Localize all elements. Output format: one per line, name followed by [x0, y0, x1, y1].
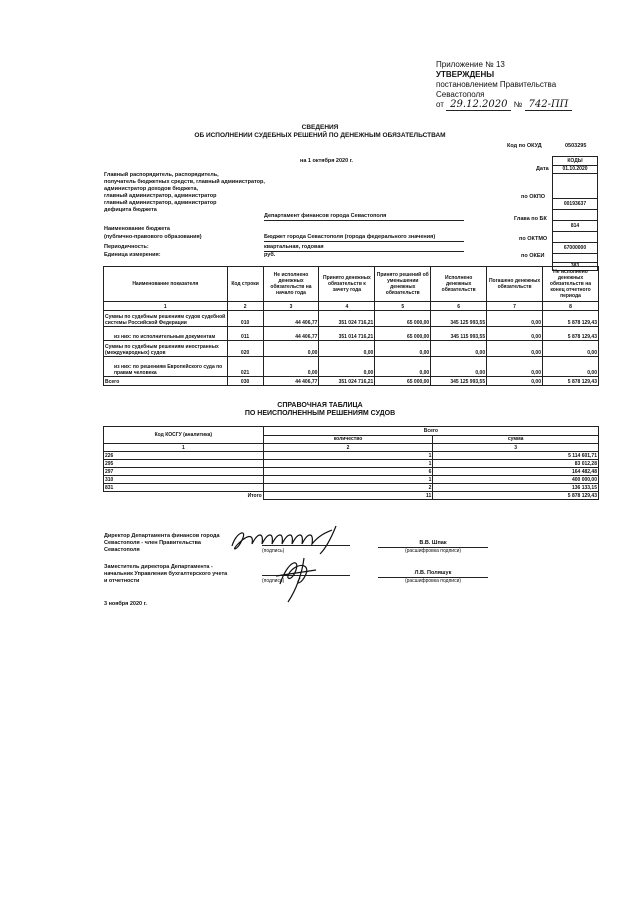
okei-label: по ОКЕИ	[521, 253, 545, 259]
okud-label: Код по ОКУД	[507, 143, 542, 149]
table-row-total: Всего 030 44 406,77 351 024 716,21 65 000,00 345 125 993,55 0,00 5 878 129,43	[104, 377, 599, 386]
signer1-name: В.В. Шпак	[378, 540, 488, 548]
main-table-wrap	[103, 266, 599, 386]
table-row: 310 1 400 000,00	[105, 476, 597, 483]
report-date: на 1 октября 2020 г.	[300, 158, 353, 164]
code-date: 01.10.2020	[553, 165, 598, 174]
approval-number: 742-ПП	[525, 99, 573, 111]
approval-date: 29.12.2020	[446, 99, 511, 111]
period-label: Периодичность:	[104, 244, 149, 250]
main-col-name: Наименование показателя	[104, 267, 228, 302]
unit-label: Единица измерения:	[104, 252, 161, 258]
period-value: квартальная, годовая	[264, 244, 464, 252]
approval-from: от	[436, 100, 444, 109]
main-col-7: Погашено денежных обязательств	[487, 267, 543, 302]
ref-table	[103, 426, 599, 500]
table-row: 295 1 83 012,28	[105, 460, 597, 467]
signer2-sign-caption: (подпись)	[262, 578, 285, 584]
main-header-row	[104, 267, 599, 302]
table-row-total: Итого 11 5 878 129,43	[247, 492, 597, 499]
doc-title: СВЕДЕНИЯ	[301, 124, 339, 131]
ref-title: СПРАВОЧНАЯ ТАБЛИЦА	[277, 402, 363, 409]
table-row: Суммы по судебным решениям иностранных (международных) судов 020 0,00 0,00 0,00 0,00 0,00 0,00	[104, 341, 599, 357]
signature-date: 3 ноября 2020 г.	[104, 601, 147, 607]
main-table	[103, 266, 599, 386]
ref-subtitle: ПО НЕИСПОЛНЕННЫМ РЕШЕНИЯМ СУДОВ	[244, 410, 396, 417]
bk-label: Глава по БК	[514, 216, 547, 222]
approval-block	[436, 60, 572, 110]
approval-line1: Приложение № 13	[436, 60, 505, 69]
code-okei: 383	[553, 262, 598, 271]
table-row: из них: по решениям Европейского суда по правам человека 021 0,00 0,00 0,00 0,00 0,00 0,00	[104, 357, 599, 377]
budget-label-2: (публично-правового образования)	[104, 234, 202, 240]
table-row: 226 1 5 114 601,71	[105, 452, 597, 459]
oktmo-label: по ОКТМО	[519, 236, 548, 242]
code-bk: 814	[553, 221, 598, 232]
ref-col-qty: количество	[263, 435, 433, 444]
ref-col-sum: сумма	[433, 435, 599, 444]
table-row: 297 6 164 482,48	[105, 468, 597, 475]
approval-line2: УТВЕРЖДЕНЫ	[436, 70, 495, 79]
date-label: Дата	[536, 166, 549, 172]
main-col-8: Не исполнено денежных обязательств на конец отчетного периода	[543, 267, 599, 302]
code-oktmo: 67000000	[553, 243, 598, 254]
unit-value: руб.	[264, 252, 276, 258]
main-number-row: 1 2 3 4 5 6 7 8	[104, 302, 599, 311]
main-col-6: Исполнено денежных обязательств	[431, 267, 487, 302]
approval-no: №	[513, 100, 523, 109]
ref-col-kosgu: Код КОСГУ (аналитика)	[104, 427, 264, 444]
ref-col-total: Всего	[263, 427, 598, 436]
signature-1	[228, 522, 358, 556]
main-col-3: Не исполнено денежных обязательств на начало года	[263, 267, 319, 302]
main-col-4: Принято денежных обязательств к зачету года	[319, 267, 375, 302]
main-col-code: Код строки	[227, 267, 263, 302]
codes-box	[552, 156, 598, 271]
signer1-name-caption: (расшифровка подписи)	[404, 548, 462, 554]
budget-label-1: Наименование бюджета	[104, 226, 170, 232]
approval-line3: постановлением Правительства	[436, 80, 557, 89]
signer2-name-caption: (расшифровка подписи)	[404, 578, 462, 584]
table-row: из них: по исполнительным документам 011 44 406,77 351 014 716,21 65 000,00 345 115 993,55 0,00 5 878 129,43	[104, 327, 599, 341]
codes-header: КОДЫ	[553, 157, 598, 166]
signer2-role: Заместитель директора Департамента - начальник Управления бухгалтерского учета и отчетности	[104, 564, 228, 584]
org-label: Главный распорядитель, распорядитель, получатель бюджетных средств, главный администратор, администратор доходов бюджета, главный администратор, администратор главный администратор, администратор дефицита бюджета	[104, 172, 265, 213]
okud-value: 0503295	[565, 143, 587, 149]
budget-value: Бюджет города Севастополя (города федерального значения)	[264, 234, 464, 242]
code-okpo: 00193637	[553, 199, 598, 210]
ref-number-row: 1 2 3	[104, 444, 599, 452]
signer2-name: Л.В. Поляшук	[378, 570, 488, 578]
ref-table-wrap	[103, 426, 599, 500]
okpo-label: по ОКПО	[521, 194, 546, 200]
table-row: 831 2 136 133,15	[105, 484, 597, 491]
main-col-5: Принято решений об уменьшении денежных обязательств	[375, 267, 431, 302]
approval-line4: Севастополя	[436, 90, 485, 99]
signer1-sign-caption: (подпись)	[262, 548, 285, 554]
table-row: Суммы по судебным решениям судов судебной системы Российской Федерации 010 44 406,77 351 024 716,21 65 000,00 345 125 993,55 0,00 5 878 129,43	[104, 311, 599, 327]
signer1-role: Директор Департамента финансов города Севастополя - член Правительства Севастополя	[104, 533, 220, 553]
signature-2	[270, 554, 330, 604]
doc-subtitle: ОБ ИСПОЛНЕНИИ СУДЕБНЫХ РЕШЕНИЙ ПО ДЕНЕЖНЫМ ОБЯЗАТЕЛЬСТВАМ	[194, 132, 446, 139]
org-value: Департамент финансов города Севастополя	[264, 213, 464, 221]
